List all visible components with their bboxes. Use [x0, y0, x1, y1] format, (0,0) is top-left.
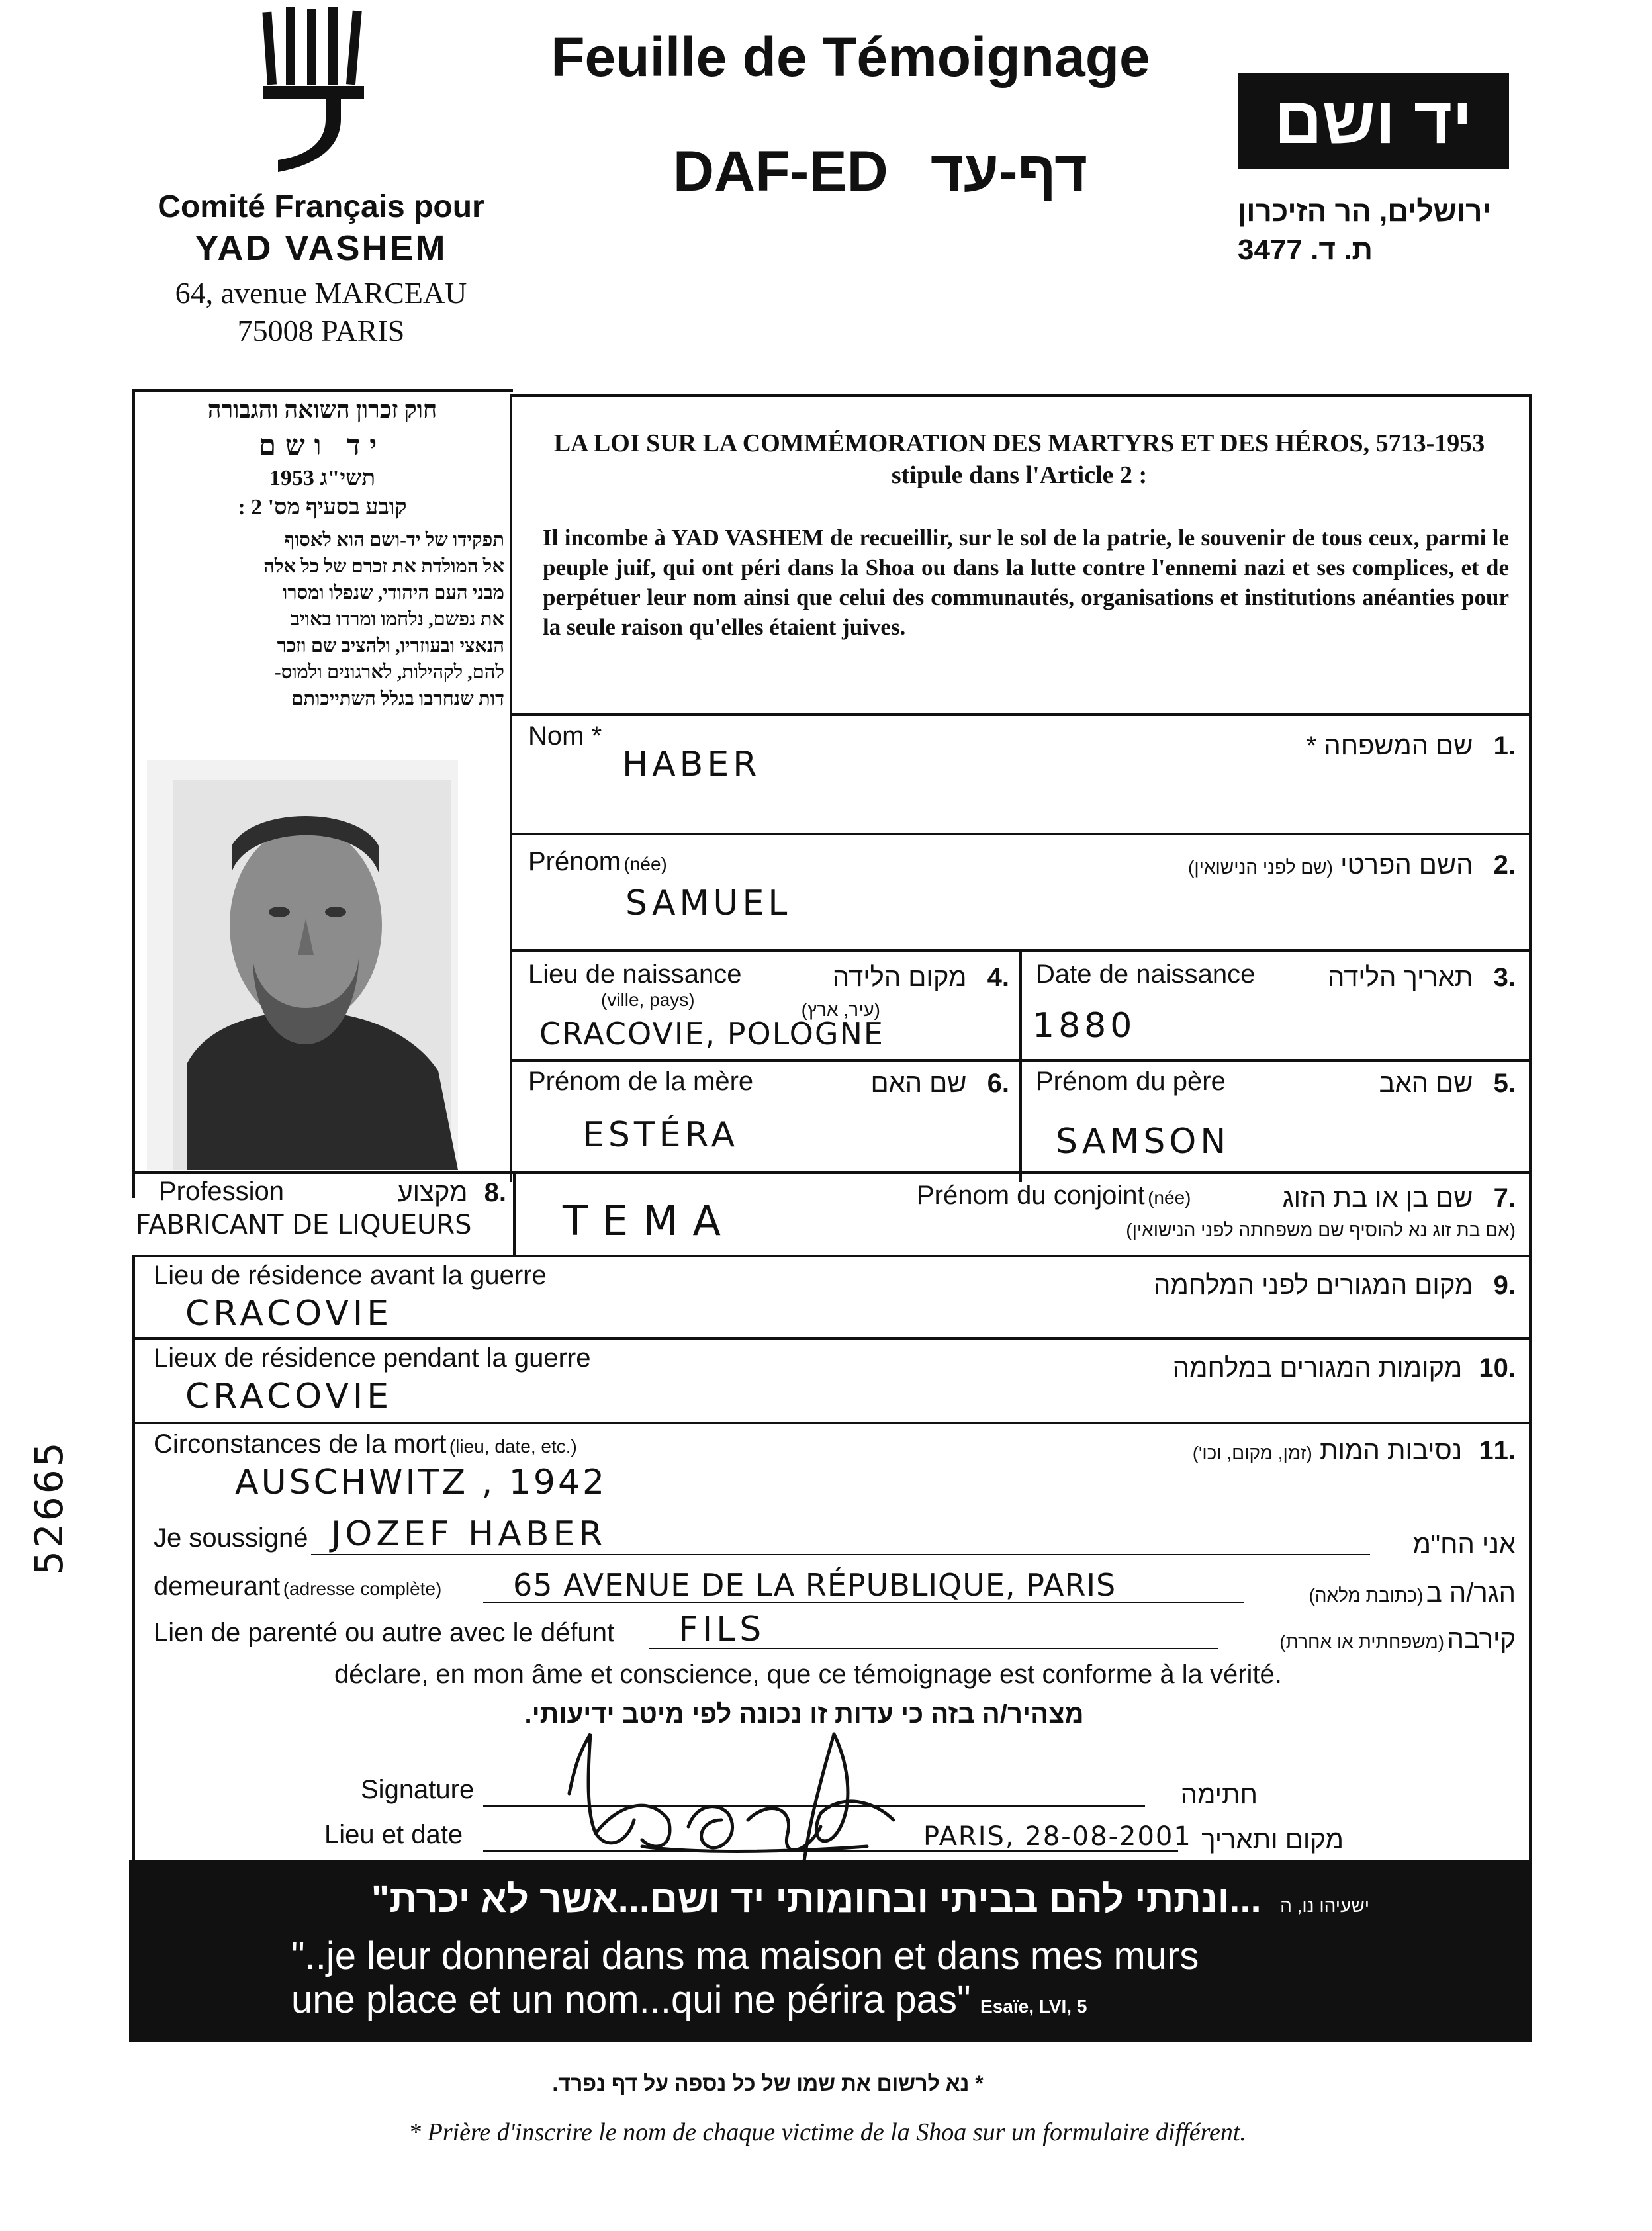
prenom-pere-value[interactable]: SAMSON — [1056, 1122, 1230, 1161]
declaration-french: déclare, en mon âme et conscience, que ce témoignage est conforme à la vérité. — [334, 1660, 1282, 1689]
footer-french-note: * Prière d'inscrire le nom de chaque victime de la Shoa sur un formulaire différent. — [408, 2118, 1246, 2146]
profession-number: .8 — [484, 1178, 506, 1207]
lieu-naissance-value[interactable]: CRACOVIE, POLOGNE — [539, 1016, 884, 1052]
daf-ed-hebrew: דף-עד — [930, 140, 1088, 203]
lien-hebrew-small: (משפחתית או אחרת) — [1279, 1631, 1445, 1652]
prenom-number: .2 — [1493, 850, 1516, 880]
margin-archive-number: 52665 — [26, 1439, 71, 1575]
conjoint-label: Prénom du conjoint — [917, 1181, 1145, 1210]
lien-value[interactable]: FILS — [678, 1610, 766, 1649]
date-naissance-value[interactable]: 1880 — [1032, 1006, 1136, 1046]
banner-hebrew-line: ...ונתתי להם בביתי ובחומותי יד ושם...אשר לא יכרת" — [371, 1878, 1262, 1921]
banner-french-line-2-wrap — [291, 1978, 1087, 2022]
lien-label: Lien de parenté ou autre avec le défunt — [154, 1618, 615, 1647]
law-hebrew-line: דות שנחרבו בגלל השתייכותם — [291, 688, 504, 709]
committee-address-city: 75008 PARIS — [237, 314, 405, 347]
residence-pendant-number: .10 — [1479, 1353, 1516, 1383]
conjoint-hebrew-label — [1205, 1183, 1516, 1213]
mort-value[interactable]: AUSCHWITZ , 1942 — [235, 1463, 608, 1502]
law-hebrew-line: את נפשם, נלחמו ומרדו באויב — [291, 609, 504, 630]
lien-hebrew-label — [1224, 1625, 1516, 1655]
law-hebrew-line: הנאצי ובעוזריו, ולהציב שם וזכר — [277, 635, 504, 657]
daf-ed-latin: DAF-ED — [672, 140, 888, 203]
law-hebrew-line: מבני העם היהודי, שנפלו ומסרו — [282, 582, 504, 604]
prenom-mere-hebrew-label — [794, 1069, 1009, 1099]
law-hebrew-title: חוק זכרון השואה והגבורה — [207, 396, 437, 423]
demeurant-hebrew: הגר/ה ב — [1426, 1578, 1516, 1608]
mort-number: .11 — [1479, 1436, 1516, 1465]
soussigne-value[interactable]: JOZEF HABER — [331, 1514, 607, 1554]
committee-address-street: 64, avenue MARCEAU — [175, 276, 467, 310]
quote-banner — [129, 1860, 1532, 2042]
nom-number: .1 — [1493, 731, 1516, 760]
residence-avant-value[interactable]: CRACOVIE — [185, 1294, 393, 1334]
law-hebrew-line: אל המולדת את זכרם של כל אלה — [263, 556, 504, 577]
date-naissance-number: .3 — [1493, 963, 1516, 992]
banner-french-line-1: "..je leur donnerai dans ma maison et dans mes murs — [291, 1935, 1199, 1978]
residence-pendant-label: Lieux de résidence pendant la guerre — [154, 1343, 591, 1373]
daf-ed-title — [582, 139, 1178, 205]
banner-french-ref: Esaïe, LVI, 5 — [980, 1996, 1087, 2017]
prenom-hebrew-label — [1085, 850, 1516, 880]
prenom-pere-hebrew: שם האב — [1379, 1069, 1473, 1098]
banner-hebrew-quote — [261, 1877, 1479, 1921]
residence-avant-number: .9 — [1493, 1271, 1516, 1300]
lieu-naissance-hebrew: מקום הלידה — [832, 963, 967, 992]
nom-value[interactable]: HABER — [622, 745, 761, 784]
profession-value[interactable]: FABRICANT DE LIQUEURS — [136, 1210, 472, 1240]
prenom-mere-number: .6 — [987, 1069, 1009, 1098]
soussigne-hebrew: אני הח"מ — [1412, 1530, 1516, 1559]
prenom-pere-label: Prénom du père — [1036, 1067, 1226, 1096]
lieu-naissance-hebrew-label — [741, 963, 1009, 993]
demeurant-value[interactable]: 65 AVENUE DE LA RÉPUBLIQUE, PARIS — [513, 1567, 1117, 1603]
mort-hebrew-small: (זמן, מקום, וכו') — [1192, 1443, 1312, 1463]
lieu-date-label: Lieu et date — [324, 1820, 463, 1849]
prenom-value[interactable]: SAMUEL — [625, 884, 792, 923]
yad-vashem-hebrew-address: ירושלים, הר הזיכרון — [1238, 195, 1491, 228]
yad-vashem-menorah-logo — [252, 7, 384, 185]
prenom-label: Prénom — [528, 847, 621, 876]
soussigne-label: Je soussigné — [154, 1524, 308, 1553]
prenom-pere-number: .5 — [1493, 1069, 1516, 1098]
prenom-label-small: (née) — [623, 854, 667, 874]
lieu-naissance-number: .4 — [987, 963, 1009, 992]
law-hebrew-article: קובע בסעיף מס' 2 : — [238, 495, 407, 520]
banner-hebrew-ref: ישעיהו נו, ה — [1280, 1895, 1370, 1916]
prenom-pere-hebrew-label — [1297, 1069, 1516, 1099]
demeurant-label: demeurant — [154, 1572, 281, 1601]
law-french-subtitle: stipule dans l'Article 2 : — [891, 461, 1148, 489]
yad-vashem-po-box: ת. ד. 3477 — [1238, 234, 1373, 266]
law-hebrew-yadvashem: יד ושם — [258, 431, 387, 461]
mort-hebrew-label — [993, 1436, 1516, 1466]
prenom-hebrew-small: (שם לפני הנישואין) — [1188, 857, 1333, 878]
nom-hebrew: שם המשפחה * — [1306, 731, 1473, 760]
date-naissance-hebrew-label — [1271, 963, 1516, 993]
lieu-naissance-sub: (ville, pays) — [601, 989, 695, 1010]
residence-pendant-hebrew-label — [993, 1353, 1516, 1383]
residence-avant-label: Lieu de résidence avant la guerre — [154, 1261, 547, 1290]
residence-avant-hebrew-label — [993, 1271, 1516, 1300]
nom-hebrew-label — [1258, 731, 1516, 761]
law-hebrew-line: להם, לקהילות, לארגונים ולמוס- — [275, 662, 504, 683]
profession-label: Profession — [159, 1177, 284, 1206]
lien-hebrew: קירבה — [1447, 1625, 1516, 1654]
signature-hebrew: חתימה — [1180, 1780, 1258, 1809]
demeurant-label-small: (adresse complète) — [283, 1578, 442, 1599]
committee-name: Comité Français pour — [158, 189, 484, 224]
conjoint-value[interactable]: TEMA — [563, 1197, 735, 1245]
residence-pendant-value[interactable]: CRACOVIE — [185, 1377, 393, 1416]
mort-label-small: (lieu, date, etc.) — [449, 1436, 577, 1457]
prenom-hebrew: השם הפרטי — [1340, 850, 1473, 880]
banner-french-line-2: une place et un nom...qui ne périra pas" — [291, 1978, 971, 2021]
law-hebrew-line: תפקידו של יד-ושם הוא לאסוף — [284, 529, 504, 551]
signature-label: Signature — [361, 1775, 475, 1804]
residence-avant-hebrew: מקום המגורים לפני המלחמה — [1154, 1271, 1473, 1300]
law-french-body: Il incombe à YAD VASHEM de recueillir, sur le sol de la patrie, le souvenir de tous ceux, parmi le peuple juif, qui ont péri dans la Shoa ou dans la lutte contre l'ennemi nazi et ses complices, et de perpétuer leur nom ainsi que celui des communautés, organisations et institutions anéanties pour la seule raison qu'elles étaient juives. — [543, 525, 1509, 640]
date-naissance-hebrew: תאריך הלידה — [1328, 963, 1473, 992]
nom-label: Nom * — [528, 721, 602, 751]
mort-label: Circonstances de la mort — [154, 1430, 447, 1459]
yad-vashem-name: YAD VASHEM — [195, 228, 447, 268]
demeurant-hebrew-label — [1251, 1578, 1516, 1608]
conjoint-label-small: (née) — [1148, 1187, 1191, 1208]
mort-hebrew: נסיבות המות — [1319, 1436, 1463, 1465]
profession-hebrew: מקצוע — [397, 1178, 468, 1207]
law-hebrew-year: תשי"ג 1953 — [269, 466, 376, 490]
footer-hebrew-note: * נא לרשום את שמו של כל נספה על דף נפרד. — [552, 2072, 984, 2095]
residence-pendant-hebrew: מקומות המגורים במלחמה — [1172, 1353, 1463, 1383]
date-naissance-label: Date de naissance — [1036, 960, 1256, 989]
law-french-title: LA LOI SUR LA COMMÉMORATION DES MARTYRS ET DES HÉROS, 5713-1953 — [553, 430, 1485, 457]
conjoint-hebrew: שם בן או בת הזוג — [1282, 1183, 1473, 1212]
lieu-naissance-hebrew-sub: (עיר, ארץ) — [801, 999, 880, 1020]
lieu-date-value[interactable]: PARIS, 28-08-2001 — [923, 1821, 1192, 1852]
lieu-naissance-label: Lieu de naissance — [528, 960, 742, 989]
demeurant-hebrew-small: (כתובת מלאה) — [1308, 1585, 1424, 1606]
yad-vashem-hebrew-logo: יד ושם — [1238, 73, 1509, 169]
conjoint-hebrew-sub: (אם בת זוג נא להוסיף שם משפחתה לפני הנישואין) — [1126, 1220, 1516, 1240]
prenom-mere-value[interactable]: ESTÉRA — [582, 1115, 739, 1155]
profession-hebrew-label — [357, 1178, 506, 1208]
victim-photo — [147, 760, 458, 1170]
declaration-hebrew: מצהיר/ה בזה כי עדות זו נכונה לפי מיטב ידיעותי. — [524, 1700, 1084, 1729]
prenom-mere-hebrew: שם האם — [870, 1069, 967, 1098]
conjoint-number: .7 — [1493, 1183, 1516, 1212]
lieu-date-hebrew: מקום ותאריך — [1201, 1825, 1344, 1854]
law-hebrew-text — [140, 396, 504, 712]
prenom-mere-label: Prénom de la mère — [528, 1067, 754, 1096]
form-title: Feuille de Témoignage — [551, 26, 1150, 88]
